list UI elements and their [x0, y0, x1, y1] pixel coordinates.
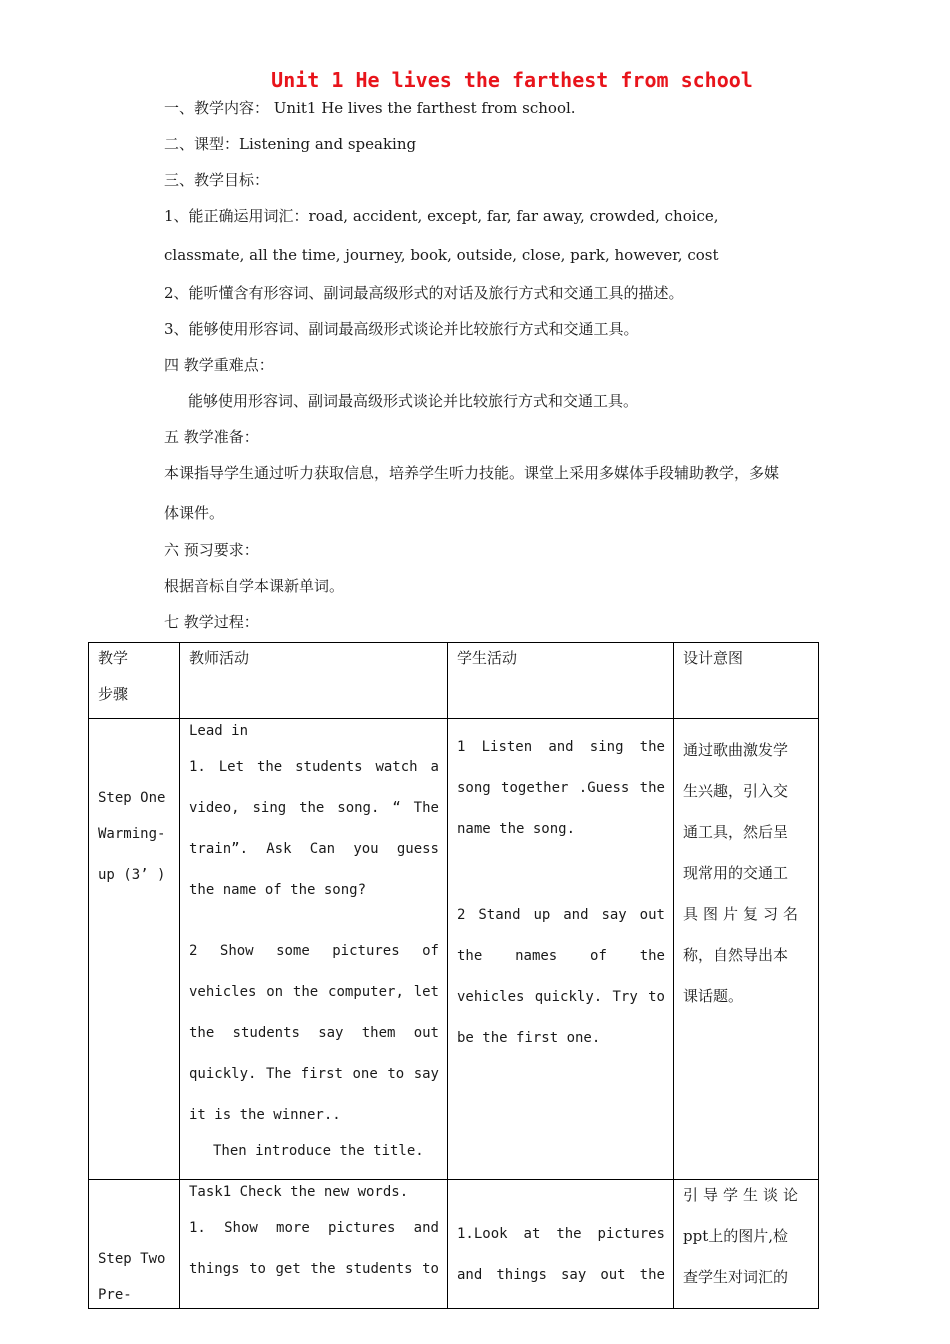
table-header-row [89, 643, 819, 719]
content-line: 一、教学内容： Unit1 He lives the farthest from school. [164, 99, 576, 117]
step-label: up (3’ ) [98, 867, 166, 883]
teacher-text: video, sing the song. “ The [189, 800, 439, 816]
preview-heading: 六 预习要求： [164, 541, 259, 559]
process-heading: 七 教学过程： [164, 613, 259, 631]
table-row [89, 1180, 819, 1309]
preparation-heading: 五 教学准备： [164, 428, 259, 446]
step-label: Pre- [98, 1287, 132, 1303]
header-step-1: 教学 [98, 649, 129, 667]
teacher-text: train”. Ask Can you guess [189, 841, 439, 857]
step-label: Step One [98, 790, 166, 806]
preparation-text-2: 体课件。 [164, 504, 225, 522]
teacher-text: quickly. The first one to say [189, 1066, 439, 1082]
vocab-line-2: classmate, all the time, journey, book, outside, close, park, however, cost [164, 246, 719, 264]
intent-text: 生兴趣，引入交 [683, 782, 789, 800]
teacher-text: vehicles on the computer, let [189, 984, 439, 1000]
teacher-text: the name of the song? [189, 882, 367, 898]
student-text: the names of the [457, 948, 665, 964]
preparation-text-1: 本课指导学生通过听力获取信息，培养学生听力技能。课堂上采用多媒体手段辅助教学，多媒 [164, 464, 780, 482]
student-text: be the first one. [457, 1030, 601, 1046]
header-step-2: 步骤 [98, 685, 129, 703]
objective-2: 2、能听懂含有形容词、副词最高级形式的对话及旅行方式和交通工具的描述。 [164, 284, 684, 302]
teacher-text: things to get the students to [189, 1261, 439, 1277]
intent-text: 课话题。 [683, 987, 744, 1005]
intent-text: 引导学生谈论 [683, 1186, 804, 1204]
key-points-heading: 四 教学重难点： [164, 356, 274, 374]
vocab-line-1: 1、能正确运用词汇：road, accident, except, far, far away, crowded, choice, [164, 207, 719, 225]
lesson-type-line: 二、课型：Listening and speaking [164, 135, 417, 153]
student-text: 1 Listen and sing the [457, 739, 665, 755]
student-text: song together .Guess the [457, 780, 665, 796]
header-student: 学生活动 [457, 649, 518, 667]
student-text: and things say out the [457, 1267, 665, 1283]
student-text: name the song. [457, 821, 576, 837]
teaching-process-table [88, 642, 819, 1309]
student-text: 2 Stand up and say out [457, 907, 665, 923]
teacher-text: 1. Show more pictures and [189, 1220, 439, 1236]
objectives-heading: 三、教学目标： [164, 171, 270, 189]
objective-3: 3、能够使用形容词、副词最高级形式谈论并比较旅行方式和交通工具。 [164, 320, 639, 338]
teacher-text: Then introduce the title. [213, 1143, 424, 1159]
key-points-text: 能够使用形容词、副词最高级形式谈论并比较旅行方式和交通工具。 [188, 392, 639, 410]
teacher-text: Task1 Check the new words. [189, 1184, 409, 1200]
preview-text: 根据音标自学本课新单词。 [164, 577, 345, 595]
intent-text: 现常用的交通工 [683, 864, 789, 882]
intent-text: ppt上的图片,检 [683, 1227, 789, 1245]
table-row [89, 719, 819, 1180]
step-label: Warming- [98, 826, 166, 842]
header-intent: 设计意图 [683, 649, 744, 667]
teacher-text: 1. Let the students watch a [189, 759, 439, 775]
teacher-text: 2 Show some pictures of [189, 943, 439, 959]
intent-text: 称，自然导出本 [683, 946, 789, 964]
header-teacher: 教师活动 [189, 649, 250, 667]
teacher-text: Lead in [189, 723, 249, 739]
student-text: vehicles quickly. Try to [457, 989, 665, 1005]
teacher-text: it is the winner.. [189, 1107, 341, 1123]
teacher-text: the students say them out [189, 1025, 439, 1041]
intent-text: 通工具，然后呈 [683, 823, 789, 841]
intent-text: 通过歌曲激发学 [683, 741, 789, 759]
intent-text: 查学生对词汇的 [683, 1268, 789, 1286]
student-text: 1.Look at the pictures [457, 1226, 665, 1242]
step-label: Step Two [98, 1251, 166, 1267]
document-title: Unit 1 He lives the farthest from school [271, 68, 753, 92]
intent-text: 具图片复习名 [683, 905, 804, 923]
